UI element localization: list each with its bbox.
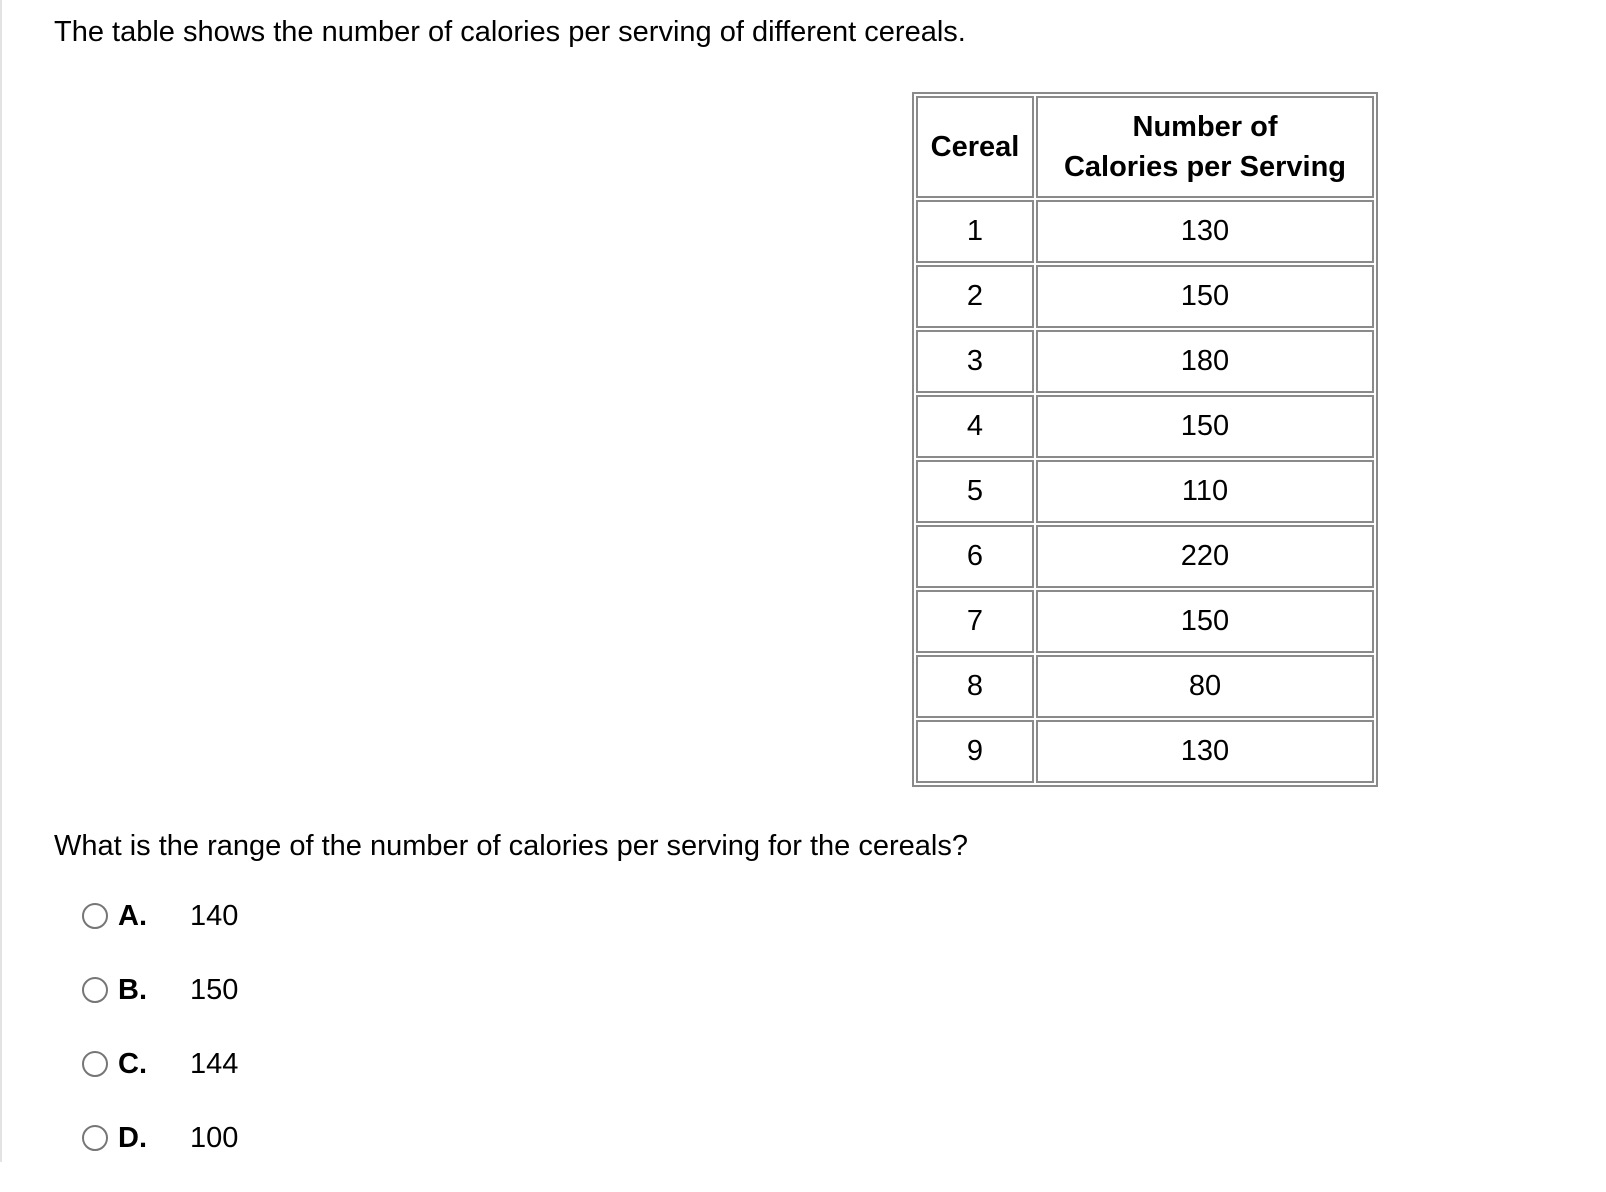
table-row [916, 395, 1374, 458]
choice-letter: D. [118, 1121, 147, 1154]
header-cereal: Cereal [916, 96, 1034, 198]
header-calories-line1: Number of [1132, 111, 1278, 143]
calories-table [912, 92, 1378, 787]
cereal-cell: 1 [916, 200, 1034, 263]
table-row [916, 265, 1374, 328]
cereal-cell: 2 [916, 265, 1034, 328]
cereal-cell: 7 [916, 590, 1034, 653]
choice-b[interactable] [82, 970, 238, 1010]
cereal-cell: 3 [916, 330, 1034, 393]
intro-text: The table shows the number of calories per serving of different cereals. [54, 16, 966, 48]
choice-letter: A. [118, 899, 147, 932]
table-row [916, 460, 1374, 523]
answer-choices [82, 896, 238, 1192]
choice-a[interactable] [82, 896, 238, 936]
table-row [916, 200, 1374, 263]
table-row [916, 525, 1374, 588]
choice-value: 150 [190, 973, 239, 1006]
table-header-row [916, 96, 1374, 198]
radio-button-d[interactable] [82, 1125, 108, 1151]
calories-cell: 150 [1036, 265, 1374, 328]
choice-letter: B. [118, 973, 147, 1006]
header-calories-line2: Calories per Serving [1063, 151, 1347, 183]
calories-cell: 220 [1036, 525, 1374, 588]
calories-cell: 150 [1036, 395, 1374, 458]
table-row [916, 720, 1374, 783]
choice-value: 144 [190, 1047, 239, 1080]
cereal-cell: 4 [916, 395, 1034, 458]
calories-cell: 130 [1036, 720, 1374, 783]
radio-button-c[interactable] [82, 1051, 108, 1077]
calories-cell: 150 [1036, 590, 1374, 653]
radio-button-a[interactable] [82, 903, 108, 929]
calories-cell: 110 [1036, 460, 1374, 523]
cereal-cell: 5 [916, 460, 1034, 523]
table-row [916, 590, 1374, 653]
question-text: What is the range of the number of calories per serving for the cereals? [54, 830, 968, 862]
cereal-cell: 6 [916, 525, 1034, 588]
calories-cell: 80 [1036, 655, 1374, 718]
choice-value: 140 [190, 899, 239, 932]
cereal-cell: 8 [916, 655, 1034, 718]
table-row [916, 330, 1374, 393]
left-border [0, 0, 2, 1162]
choice-value: 100 [190, 1121, 239, 1154]
choice-c[interactable] [82, 1044, 238, 1084]
radio-button-b[interactable] [82, 977, 108, 1003]
cereal-cell: 9 [916, 720, 1034, 783]
choice-letter: C. [118, 1047, 147, 1080]
choice-d[interactable] [82, 1118, 238, 1158]
calories-cell: 180 [1036, 330, 1374, 393]
calories-cell: 130 [1036, 200, 1374, 263]
header-calories [1036, 96, 1374, 198]
table-row [916, 655, 1374, 718]
